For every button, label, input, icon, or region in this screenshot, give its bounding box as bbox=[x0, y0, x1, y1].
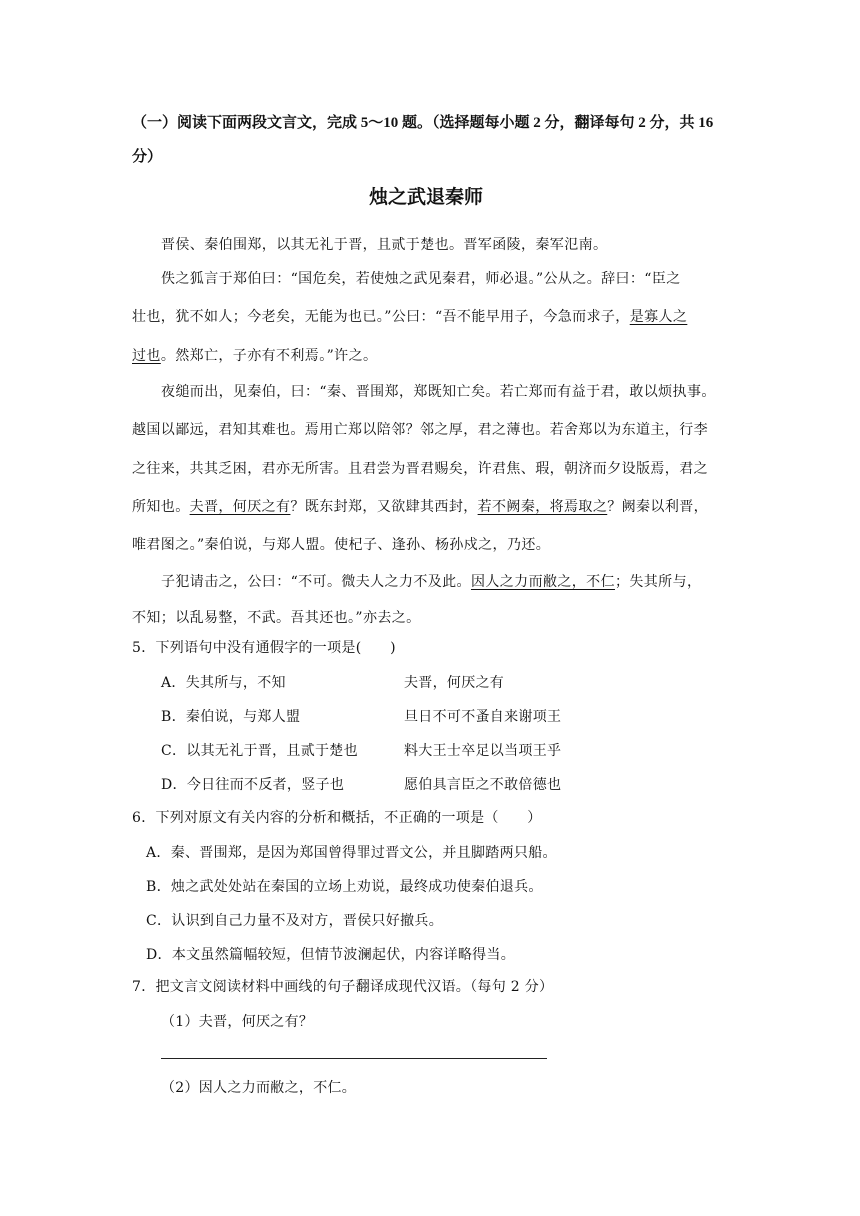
passage-text: 所知也。 bbox=[132, 499, 190, 515]
passage-paragraph-4-line-1 bbox=[161, 571, 701, 591]
passage-paragraph-3-line-5: 唯君图之。”秦伯说，与郑人盟。使杞子、逢孙、杨孙戍之，乃还。 bbox=[132, 537, 551, 553]
passage-text: ；失其所与， bbox=[614, 574, 702, 590]
passage-paragraph-3-line-1: 夜缒而出，见秦伯，曰：“秦、晋围郑，郑既知亡矣。若亡郑而有益于君，敢以烦执事。 bbox=[161, 384, 716, 400]
passage-text: 子犯请击之，公曰：“不可。微夫人之力不及此。 bbox=[161, 574, 471, 590]
question-6-option-b: B．烛之武处处站在秦国的立场上劝说，最终成功使秦伯退兵。 bbox=[146, 879, 543, 895]
passage-text: 。然郑亡，子亦有不利焉。”许之。 bbox=[160, 348, 378, 364]
section-instruction-line2: 分） bbox=[132, 149, 163, 165]
underlined-sentence: 若不阙秦，将焉取之 bbox=[477, 499, 608, 515]
question-6-option-a: A．秦、晋围郑，是因为郑国曾得罪过晋文公，并且脚踏两只船。 bbox=[146, 845, 557, 861]
question-6-stem: 6．下列对原文有关内容的分析和概括，不正确的一项是（ ） bbox=[132, 810, 542, 826]
question-6-option-d: D．本文虽然篇幅较短，但情节波澜起伏，内容详略得当。 bbox=[146, 947, 516, 963]
question-5-option-d: D．今日往而不反者，竖子也 bbox=[161, 777, 345, 793]
passage-paragraph-2-line-3 bbox=[132, 345, 377, 365]
question-7-item-1: （1）夫晋，何厌之有？ bbox=[161, 1014, 314, 1030]
question-5-option-a: A．失其所与，不知 bbox=[161, 675, 286, 691]
question-6-option-c: C．认识到自己力量不及对方，晋侯只好撤兵。 bbox=[146, 913, 444, 929]
question-5-option-a-pair: 夫晋，何厌之有 bbox=[404, 675, 505, 691]
passage-paragraph-2-line-2 bbox=[132, 306, 687, 326]
passage-paragraph-3-line-4 bbox=[132, 496, 708, 516]
question-5-option-b-pair: 旦日不可不蚤自来谢项王 bbox=[404, 709, 562, 725]
question-5-option-b: B．秦伯说，与郑人盟 bbox=[161, 709, 301, 725]
question-5-option-c: C．以其无礼于晋，且贰于楚也 bbox=[161, 743, 358, 759]
underlined-sentence: 是寡人之 bbox=[629, 309, 688, 325]
underlined-sentence: 过也 bbox=[132, 348, 161, 364]
question-7-stem: 7．把文言文阅读材料中画线的句子翻译成现代汉语。（每句 2 分） bbox=[132, 979, 554, 995]
underlined-sentence: 夫晋，何厌之有 bbox=[189, 499, 291, 515]
passage-text: 壮也，犹不如人；今老矣，无能为也已。”公曰：“吾不能早用子，今急而求子， bbox=[132, 309, 630, 325]
question-5-option-d-pair: 愿伯具言臣之不敢倍德也 bbox=[404, 777, 562, 793]
passage-paragraph-2-line-1: 佚之狐言于郑伯曰：“国危矣，若使烛之武见秦君，师必退。”公从之。辞曰：“臣之 bbox=[161, 271, 681, 287]
question-5-option-c-pair: 料大王士卒足以当项王乎 bbox=[404, 743, 562, 759]
section-instruction-line1: （一）阅读下面两段文言文，完成 5～10 题。（选择题每小题 2 分，翻译每句 2 分，共 16 bbox=[132, 115, 714, 131]
answer-line[interactable] bbox=[161, 1058, 547, 1059]
underlined-sentence: 因人之力而敝之，不仁 bbox=[470, 574, 615, 590]
passage-text: ？既东封郑，又欲肆其西封， bbox=[290, 499, 478, 515]
question-5-stem: 5．下列语句中没有通假字的一项是( ) bbox=[132, 640, 396, 656]
passage-paragraph-1: 晋侯、秦伯围郑，以其无礼于晋，且贰于楚也。晋军函陵，秦军氾南。 bbox=[161, 237, 608, 253]
passage-paragraph-3-line-3: 之往来，共其乏困，君亦无所害。且君尝为晋君赐矣，许君焦、瑕，朝济而夕设版焉，君之 bbox=[132, 461, 708, 477]
passage-paragraph-4-line-2: 不知；以乱易整，不武。吾其还也。”亦去之。 bbox=[132, 610, 421, 626]
passage-paragraph-3-line-2: 越国以鄙远，君知其难也。焉用亡郑以陪邻？邻之厚，君之薄也。若舍郑以为东道主，行李 bbox=[132, 422, 708, 438]
question-7-item-2: （2）因人之力而敝之，不仁。 bbox=[161, 1080, 357, 1096]
passage-text: ？阙秦以利晋， bbox=[607, 499, 709, 515]
passage-title: 烛之武退秦师 bbox=[369, 186, 484, 208]
